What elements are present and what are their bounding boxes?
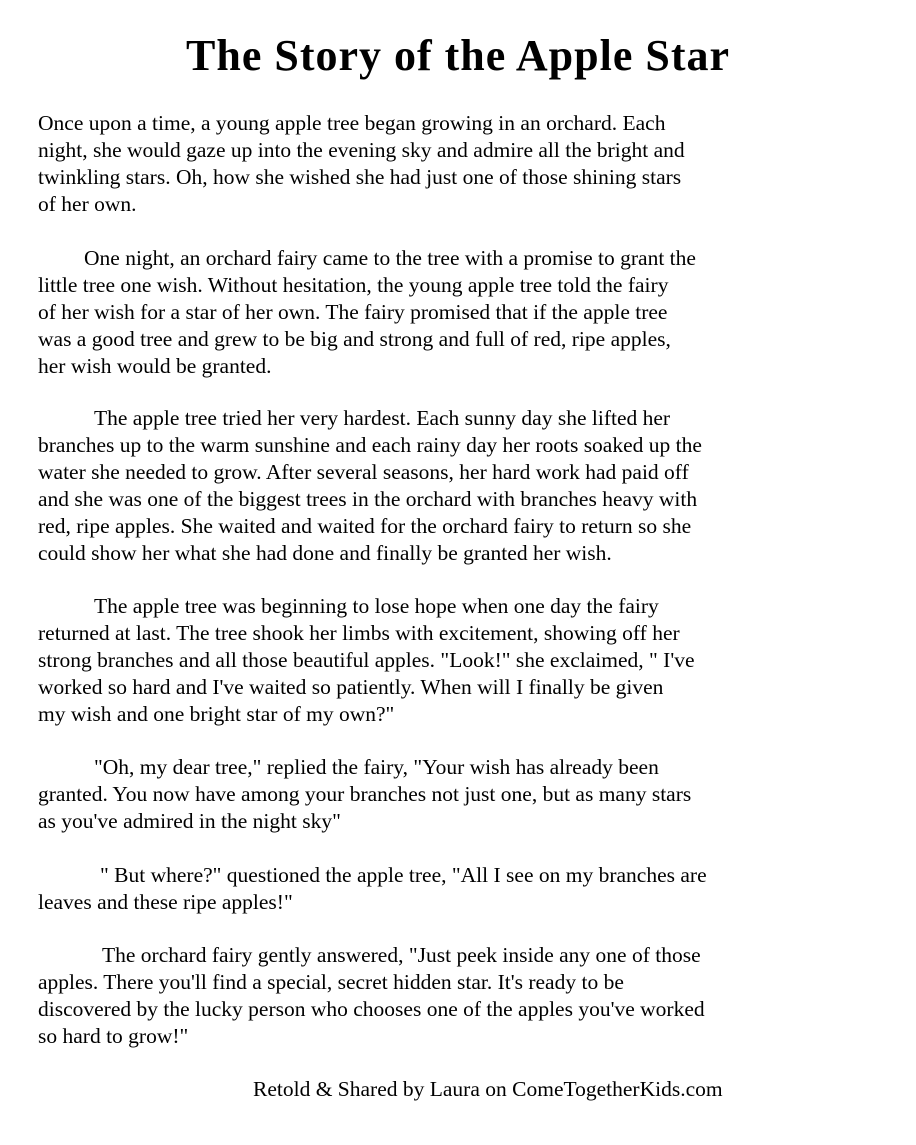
text-line: of her wish for a star of her own. The fairy promised that if the apple tree — [38, 300, 668, 324]
text-line: her wish would be granted. — [38, 354, 272, 378]
text-line: discovered by the lucky person who chooses one of the apples you've worked — [38, 997, 705, 1021]
text-line: returned at last. The tree shook her limbs with excitement, showing off her — [38, 621, 680, 645]
text-line: could show her what she had done and finally be granted her wish. — [38, 541, 612, 565]
text-line: as you've admired in the night sky" — [38, 809, 341, 833]
text-line: leaves and these ripe apples!" — [38, 890, 293, 914]
text-line: red, ripe apples. She waited and waited for the orchard fairy to return so she — [38, 514, 692, 538]
text-line: The orchard fairy gently answered, "Just peek inside any one of those — [102, 943, 701, 967]
text-line: little tree one wish. Without hesitation, the young apple tree told the fairy — [38, 273, 669, 297]
text-line: apples. There you'll find a special, secret hidden star. It's ready to be — [38, 970, 624, 994]
text-line: " But where?" questioned the apple tree, "All I see on my branches are — [100, 863, 707, 887]
story-paragraph-4 — [38, 593, 898, 728]
text-line: and she was one of the biggest trees in the orchard with branches heavy with — [38, 487, 698, 511]
text-line: night, she would gaze up into the evening sky and admire all the bright and — [38, 138, 685, 162]
story-title: The Story of the Apple Star — [186, 31, 730, 80]
text-line: The apple tree was beginning to lose hope when one day the fairy — [94, 594, 659, 618]
story-paragraph-2 — [38, 245, 898, 380]
text-line: branches up to the warm sunshine and each rainy day her roots soaked up the — [38, 433, 702, 457]
text-line: Once upon a time, a young apple tree began growing in an orchard. Each — [38, 111, 666, 135]
story-paragraph-6 — [38, 862, 898, 916]
story-paragraph-5 — [38, 754, 898, 835]
text-line: was a good tree and grew to be big and strong and full of red, ripe apples, — [38, 327, 671, 351]
text-line: The apple tree tried her very hardest. Each sunny day she lifted her — [94, 406, 671, 430]
text-line: "Oh, my dear tree," replied the fairy, "Your wish has already been — [94, 755, 659, 779]
text-line: so hard to grow!" — [38, 1024, 189, 1048]
story-paragraph-7 — [38, 942, 898, 1050]
text-line: worked so hard and I've waited so patiently. When will I finally be given — [38, 675, 664, 699]
story-paragraph-3 — [38, 405, 898, 567]
text-line: water she needed to grow. After several seasons, her hard work had paid off — [38, 460, 689, 484]
credit-line: Retold & Shared by Laura on ComeTogetherKids.com — [253, 1077, 723, 1101]
text-line: my wish and one bright star of my own?" — [38, 702, 395, 726]
text-line: strong branches and all those beautiful apples. "Look!" she exclaimed, " I've — [38, 648, 695, 672]
text-line: twinkling stars. Oh, how she wished she had just one of those shining stars — [38, 165, 682, 189]
text-line: granted. You now have among your branches not just one, but as many stars — [38, 782, 692, 806]
text-line: of her own. — [38, 192, 137, 216]
text-line: One night, an orchard fairy came to the tree with a promise to grant the — [84, 246, 696, 270]
story-paragraph-1 — [38, 110, 898, 218]
